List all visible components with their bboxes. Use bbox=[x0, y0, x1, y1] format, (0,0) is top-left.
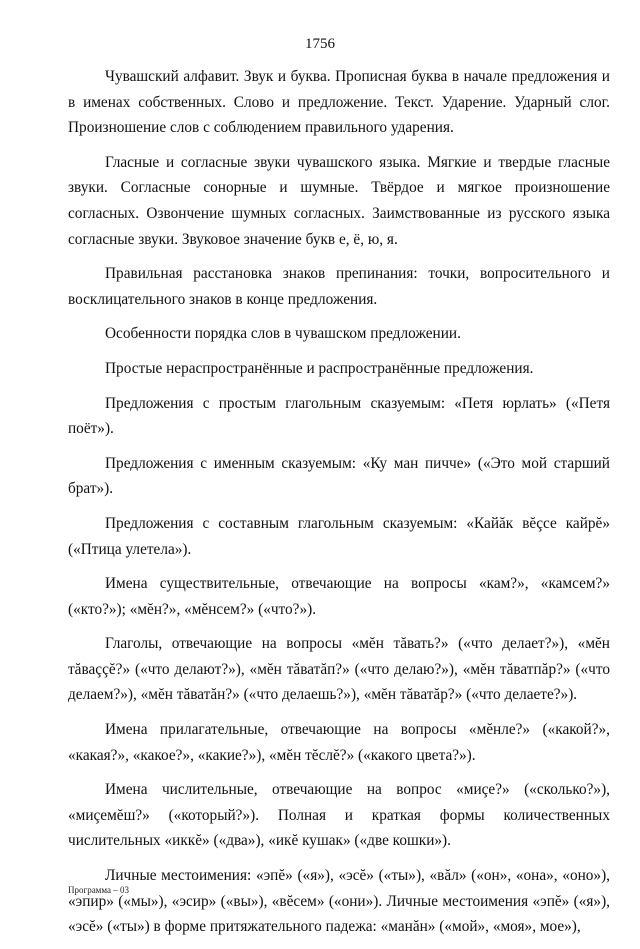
paragraph-numerals: Имена числительные, отвечающие на вопрос «миçе?» («сколько?»), «миçемĕш?» («который?»). Полная и краткая формы количественных числительных «иккĕ» («два»), «икĕ кушак» («две кошки»). bbox=[68, 781, 610, 850]
paragraph-verbs: Глаголы, отвечающие на вопросы «мĕн тăвать?» («что делает?»), «мĕн тăваççĕ?» («что делают?»), «мĕн тăватăп?» («что делаю?»), «мĕн тăватпăр?» («что делаем?»), «мĕн тăватăн?» («что делаешь?»), «мĕн тăватăр?» («что делаете?»). bbox=[68, 635, 610, 704]
paragraph-compound-predicate: Предложения с составным глагольным сказуемым: «Кайăк вĕçсе кайрĕ» («Птица улетела»). bbox=[68, 514, 610, 558]
paragraph-sounds: Гласные и согласные звуки чувашского языка. Мягкие и твердые гласные звуки. Согласные сонорные и шумные. Твёрдое и мягкое произношение согласных. Озвончение шумных согласных. Заимствованные из русского языка согласные звуки. Звуковое значение букв е, ё, ю, я. bbox=[68, 153, 610, 248]
paragraph-word-order: Особенности порядка слов в чувашском предложении. bbox=[105, 325, 461, 343]
page-footer: Программа – 03 bbox=[68, 885, 130, 895]
paragraph-adjectives: Имена прилагательные, отвечающие на вопросы «мĕнле?» («какой?», «какая?», «какое?», «какие?»), «мĕн тĕслĕ?» («какого цвета?»). bbox=[68, 721, 610, 764]
paragraph-nouns: Имена существительные, отвечающие на вопросы «кам?», «камсем?» («кто?»); «мĕн?», «мĕнсем?» («что?»). bbox=[68, 575, 610, 618]
paragraph-nominal-predicate: Предложения с именным сказуемым: «Ку ман пичче» («Это мой старший брат»). bbox=[68, 454, 610, 498]
paragraph-alphabet: Чувашский алфавит. Звук и буква. Прописная буква в начале предложения и в именах собственных. Слово и предложение. Текст. Ударение. Ударный слог. Произношение слов с соблюдением правильного ударения. bbox=[68, 68, 610, 137]
paragraph-punctuation: Правильная расстановка знаков препинания: точки, вопросительного и восклицательного знаков в конце предложения. bbox=[68, 265, 610, 308]
document-body bbox=[68, 64, 610, 949]
paragraph-pronouns: Личные местоимения: «эпĕ» («я»), «эсĕ» («ты»), «вăл» («он», «она», «оно»), «эпир» («мы»), «эсир» («вы»), «вĕсем» («они»). Личные местоимения «эпĕ» («я»), «эсĕ» («ты») в форме притяжательного падежа: «манăн» («мой», «моя», мое»), bbox=[68, 867, 610, 936]
paragraph-verbal-predicate: Предложения с простым глагольным сказуемым: «Петя юрлать» («Петя поёт»). bbox=[68, 394, 610, 438]
page-number: 1756 bbox=[305, 36, 335, 52]
paragraph-simple-sentences: Простые нераспространённые и распространённые предложения. bbox=[105, 359, 534, 377]
